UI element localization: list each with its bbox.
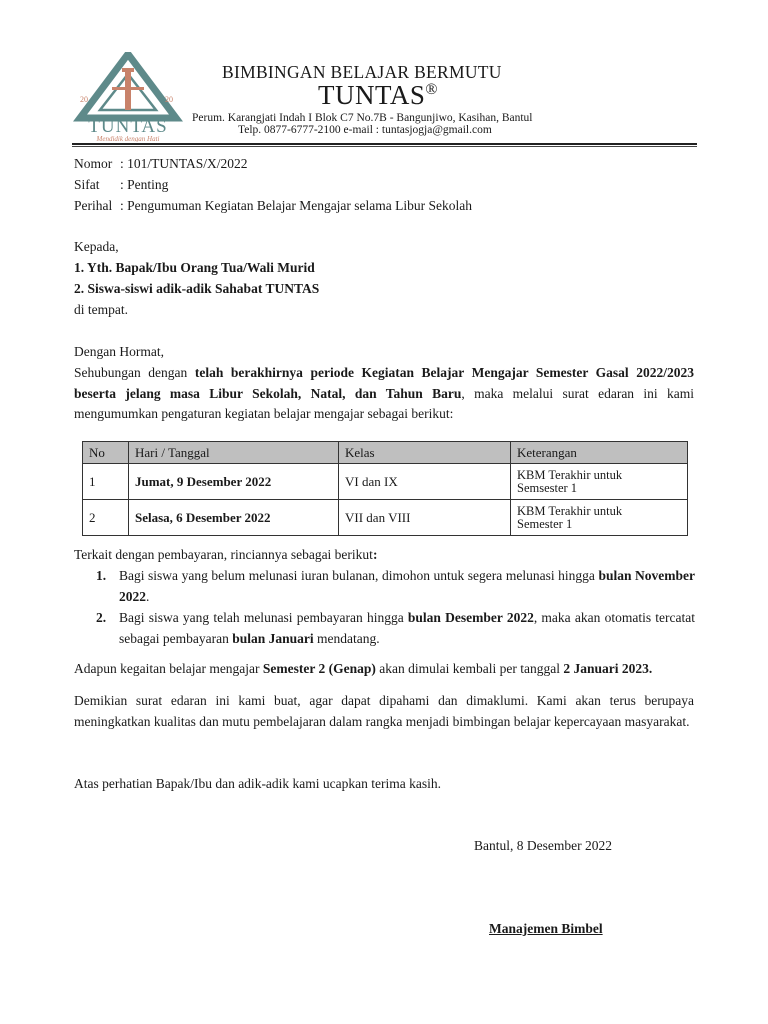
closing-p1-text-c: akan dimulai kembali per tanggal xyxy=(375,661,564,676)
tuntas-logo xyxy=(72,52,184,142)
sifat-value: : Penting xyxy=(120,177,169,192)
logo-brand: TUNTAS xyxy=(88,116,168,137)
meta-nomor xyxy=(74,156,248,172)
signature-place-date: Bantul, 8 Desember 2022 xyxy=(474,838,612,853)
perihal-label: Perihal xyxy=(74,198,113,213)
recipient-greeting: Kepada, xyxy=(74,239,119,254)
meta-sifat xyxy=(74,177,168,193)
cell-class: VI dan IX xyxy=(339,464,511,500)
cell-date: Selasa, 6 Desember 2022 xyxy=(129,500,339,536)
cell-no: 1 xyxy=(83,464,129,500)
closing-p1-date: 2 Januari 2023. xyxy=(563,661,653,676)
col-header-class: Kelas xyxy=(339,442,511,464)
letterhead-title: BIMBINGAN BELAJAR BERMUTU xyxy=(222,62,502,82)
recipient-line-2: 2. Siswa-siswi adik-adik Sahabat TUNTAS xyxy=(74,281,320,296)
closing-paragraph-2: Demikian surat edaran ini kami buat, agar dapat dipahami dan dimaklumi. Kami akan terus berupaya meningkatkan kualitas dan mutu pembelajaran dalam rangka menjadi bimbingan belajar kepercayaan masyarakat. xyxy=(74,693,694,729)
payment-item-1-end: . xyxy=(146,588,150,604)
cell-notes-line-1: KBM Terakhir untuk xyxy=(517,467,623,482)
table-header-row xyxy=(83,442,688,464)
payment-item-2-number: 2. xyxy=(96,610,107,625)
cell-notes-line-1: KBM Terakhir untuk xyxy=(517,503,623,518)
logo-year-right: 20 xyxy=(165,95,173,104)
payment-item-1 xyxy=(119,566,695,607)
recipient-line-1: 1. Yth. Bapak/Ibu Orang Tua/Wali Murid xyxy=(74,260,315,275)
nomor-value: : 101/TUNTAS/X/2022 xyxy=(120,156,248,171)
cell-notes xyxy=(511,500,688,536)
payment-intro-colon: : xyxy=(372,547,378,562)
table-row xyxy=(83,500,688,536)
intro-text-bold: telah berakhirnya periode Kegiatan Belajar Mengajar Semester Gasal 2022/2023 beserta jelang masa Libur Sekolah, Natal, dan Tahun Baru xyxy=(74,365,694,401)
letterhead-contact: Telp. 0877-6777-2100 e-mail : tuntasjogja@gmail.com xyxy=(238,124,492,136)
cell-notes xyxy=(511,464,688,500)
closing-paragraph-3: Atas perhatian Bapak/Ibu dan adik-adik kami ucapkan terima kasih. xyxy=(74,776,441,791)
payment-intro-text: Terkait dengan pembayaran, rinciannya sebagai berikut xyxy=(74,547,373,562)
meta-perihal xyxy=(74,198,472,214)
col-header-date: Hari / Tanggal xyxy=(129,442,339,464)
intro-text-1: Sehubungan dengan xyxy=(74,365,195,380)
logo-year-left: 20 xyxy=(80,95,88,104)
payment-item-1-number: 1. xyxy=(96,568,107,583)
registered-mark: ® xyxy=(425,81,438,98)
header-rule xyxy=(72,143,697,145)
cell-no: 2 xyxy=(83,500,129,536)
intro-text-2: , maka melalui surat edaran ini kami mengumumkan pengaturan kegiatan belajar mengajar sebagai berikut: xyxy=(74,385,694,421)
payment-item-1-bold: bulan November 2022 xyxy=(119,568,695,604)
cell-notes-line-2: Semester 1 xyxy=(517,516,573,531)
header-rule-thin xyxy=(72,146,697,147)
signature-name: Manajemen Bimbel xyxy=(489,921,603,936)
sifat-label: Sifat xyxy=(74,177,100,192)
closing-p1-semester: Semester 2 (Genap) xyxy=(262,661,376,676)
perihal-value: : Pengumuman Kegiatan Belajar Mengajar selama Libur Sekolah xyxy=(120,198,473,213)
letterhead-brand xyxy=(318,80,438,111)
logo-tagline: Mendidik dengan Hati xyxy=(96,135,160,142)
cell-class: VII dan VIII xyxy=(339,500,511,536)
closing-paragraph-1 xyxy=(74,661,652,677)
letterhead-address: Perum. Karangjati Indah I Blok C7 No.7B - Bangunjiwo, Kasihan, Bantul xyxy=(192,112,533,124)
intro-paragraph xyxy=(74,363,694,425)
col-header-notes: Keterangan xyxy=(511,442,688,464)
col-header-no: No xyxy=(83,442,129,464)
payment-item-2-bold-2: bulan Januari xyxy=(232,630,314,646)
payment-item-1-text: Bagi siswa yang belum melunasi iuran bulanan, dimohon untuk segera melunasi hingga xyxy=(119,568,599,583)
payment-item-2-text-2: , maka akan otomatis tercatat sebagai pembayaran xyxy=(119,610,695,646)
cell-notes-line-2: Semsester 1 xyxy=(517,480,578,495)
closing-p1-text-a: Adapun kegaitan belajar mengajar xyxy=(74,661,263,676)
payment-intro xyxy=(74,547,377,563)
nomor-label: Nomor xyxy=(74,156,113,171)
schedule-table xyxy=(82,441,688,536)
payment-item-2-end: mendatang. xyxy=(313,630,380,646)
table-row xyxy=(83,464,688,500)
payment-item-2-bold-1: bulan Desember 2022 xyxy=(407,610,534,625)
payment-item-2-text: Bagi siswa yang telah melunasi pembayaran hingga xyxy=(119,610,408,625)
salutation: Dengan Hormat, xyxy=(74,344,164,359)
cell-date: Jumat, 9 Desember 2022 xyxy=(129,464,339,500)
recipient-place: di tempat. xyxy=(74,302,128,317)
brand-name: TUNTAS xyxy=(318,80,426,110)
payment-item-2 xyxy=(119,608,695,649)
